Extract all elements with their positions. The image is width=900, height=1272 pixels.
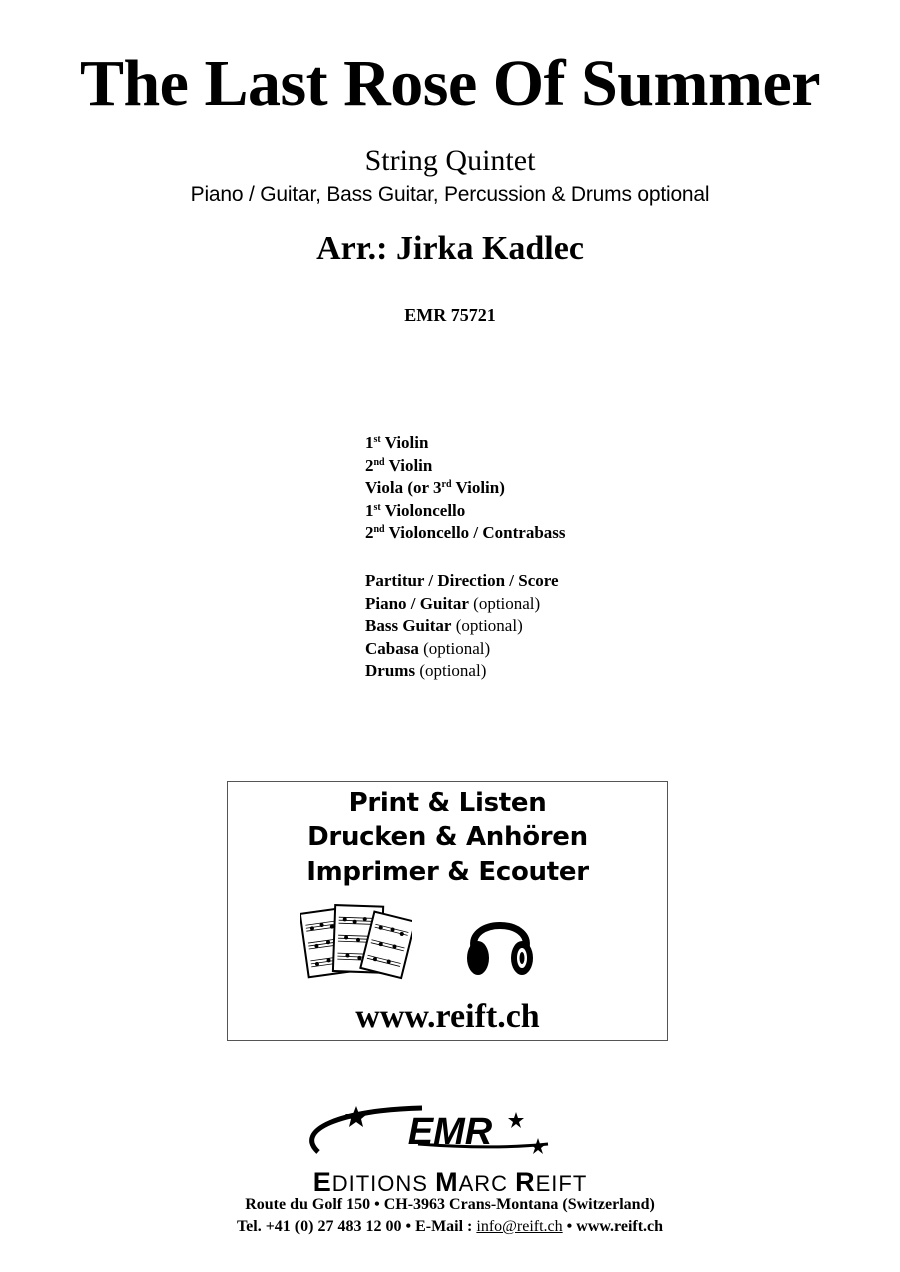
part-item: Piano / Guitar (optional): [365, 593, 541, 613]
part-item: 1st Violin: [365, 433, 429, 452]
emr-logo-text: EMR: [407, 1111, 493, 1153]
additional-parts-list: [365, 570, 765, 683]
part-item: Cabasa (optional): [365, 638, 491, 658]
instrumentation-line: Piano / Guitar, Bass Guitar, Percussion & Drums optional: [190, 183, 710, 206]
print-listen-box: [227, 781, 668, 1041]
promo-website-link[interactable]: www.reift.ch: [355, 998, 540, 1035]
part-item: Bass Guitar (optional): [365, 616, 523, 636]
promo-line-en: Print & Listen: [348, 788, 547, 818]
headphones-icon: [464, 904, 536, 980]
catalog-number: EMR 75721: [404, 305, 496, 325]
string-parts-list: [365, 432, 765, 545]
part-item: 2nd Violoncello / Contrabass: [365, 523, 566, 543]
website-link[interactable]: • www.reift.ch: [562, 1218, 664, 1235]
emr-logo: [300, 1104, 600, 1164]
arranger: Arr.: Jirka Kadlec: [316, 230, 584, 267]
publisher-address: Route du Golf 150 • CH-3963 Crans-Montana (Switzerland): [245, 1196, 655, 1213]
part-item: 1st Violoncello: [365, 500, 466, 520]
promo-line-fr: Imprimer & Ecouter: [306, 857, 589, 887]
score-title: The Last Rose Of Summer: [79, 47, 821, 120]
part-item: 2nd Violin: [365, 455, 433, 475]
publisher-contact: Tel. +41 (0) 27 483 12 00 • E-Mail : info@reift.ch • www.reift.ch: [236, 1218, 664, 1235]
part-item: Drums (optional): [365, 661, 487, 681]
part-item: Partitur / Direction / Score: [365, 571, 559, 590]
score-subtitle: String Quintet: [364, 144, 536, 177]
part-item: Viola (or 3rd Violin): [365, 478, 505, 498]
publisher-name: EDITIONS MARC REIFT: [312, 1167, 588, 1197]
promo-line-de: Drucken & Anhören: [307, 822, 588, 852]
email-link[interactable]: info@reift.ch: [476, 1218, 563, 1235]
sheet-music-icon: [300, 902, 412, 982]
